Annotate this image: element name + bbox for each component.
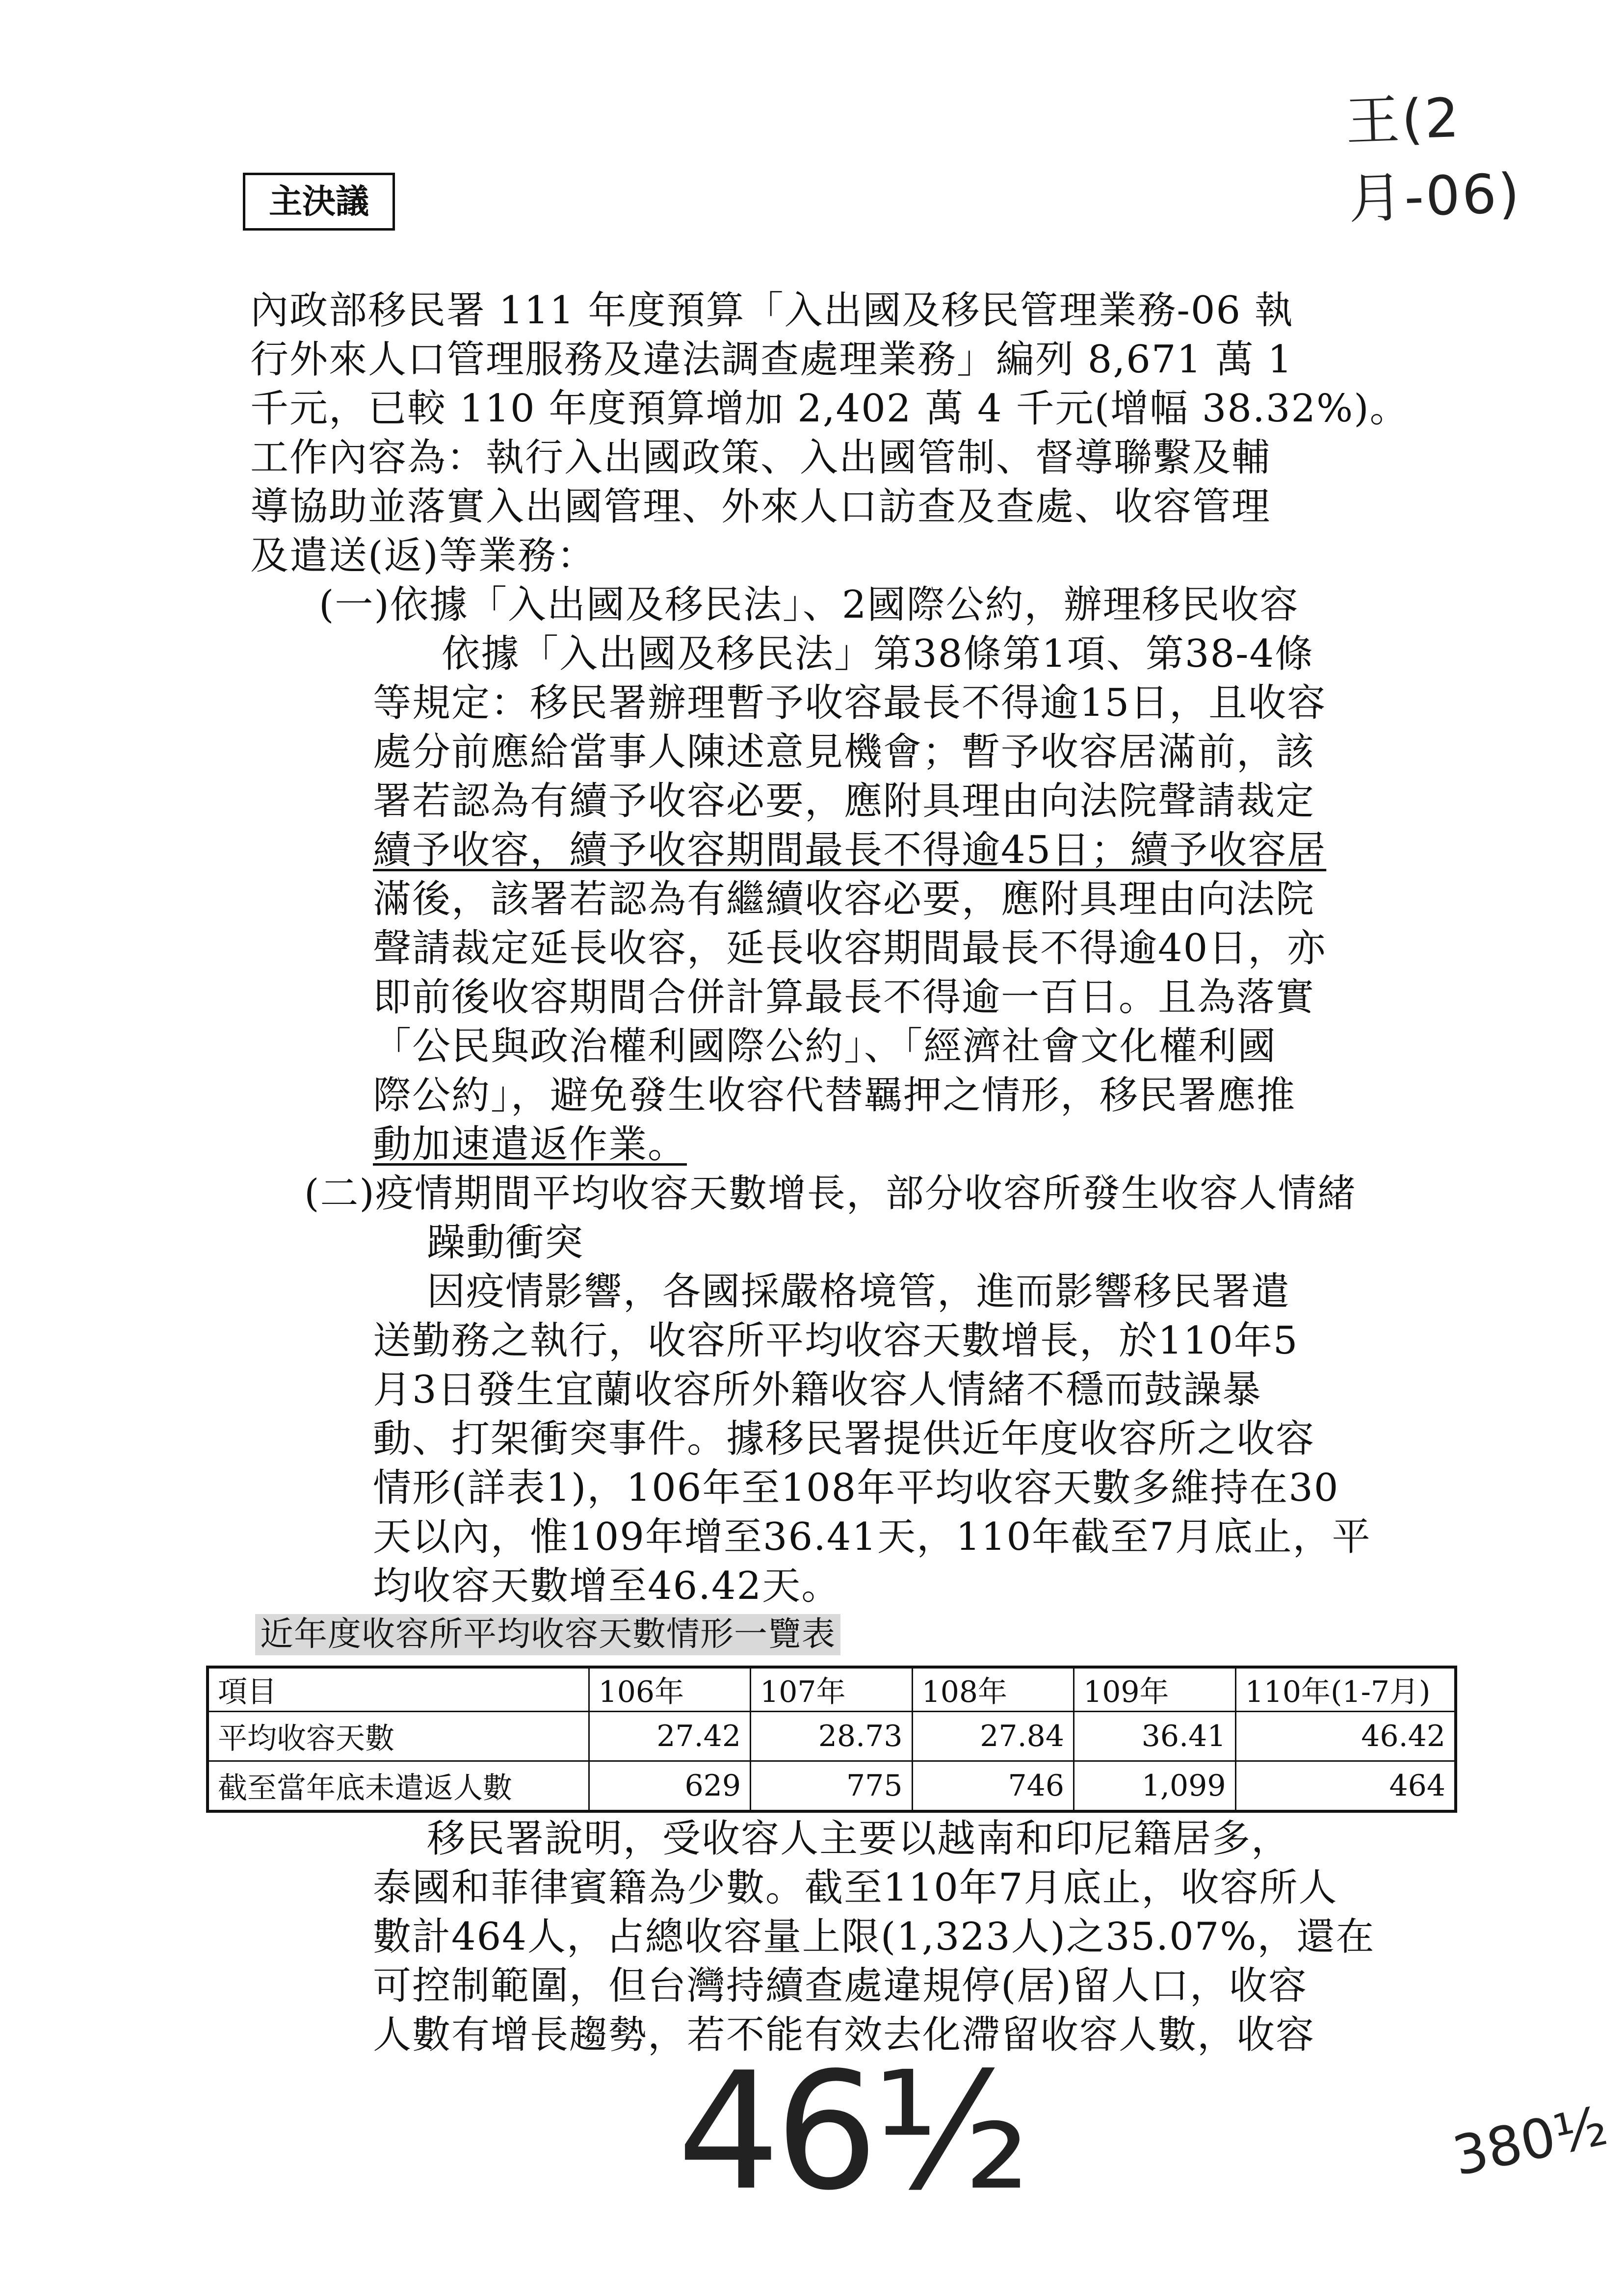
section1-line-4: 署若認為有續予收容必要，應附具理由向法院聲請裁定 <box>373 779 1315 823</box>
section1-line-8: 即前後收容期間合併計算最長不得逾一百日。且為落實 <box>373 975 1315 1019</box>
detention-stats-table <box>206 1666 1457 1813</box>
para-after-line-2: 泰國和菲律賓籍為少數。截至110年7月底止，收容所人 <box>373 1866 1338 1910</box>
para-after-line-4: 可控制範圍，但台灣持續查處違規停(居)留人口，收容 <box>373 1964 1308 2008</box>
table-cell: 46.42 <box>1235 1712 1456 1761</box>
table-header-cell: 項目 <box>208 1667 589 1712</box>
table-cell: 27.42 <box>589 1712 750 1761</box>
para1-line-1: 內政部移民署 111 年度預算「入出國及移民管理業務-06 執 <box>250 288 1294 333</box>
table-cell: 746 <box>912 1761 1074 1812</box>
table-cell: 36.41 <box>1074 1712 1235 1761</box>
para-after-line-3: 數計464人，占總收容量上限(1,323人)之35.07%，還在 <box>373 1915 1375 1959</box>
section1-line-3: 處分前應給當事人陳述意見機會；暫予收容居滿前，該 <box>373 730 1315 774</box>
table-cell: 截至當年底未遣返人數 <box>208 1761 589 1812</box>
table-cell: 629 <box>589 1761 750 1812</box>
section2-line-1: 因疫情影響，各國採嚴格境管，進而影響移民署遣 <box>427 1270 1291 1314</box>
table-cell: 28.73 <box>751 1712 912 1761</box>
section2-heading: (二)疫情期間平均收容天數增長，部分收容所發生收容人情緒 <box>304 1172 1357 1216</box>
section2-line-3: 月3日發生宜蘭收容所外籍收容人情緒不穩而鼓譟暴 <box>373 1368 1262 1412</box>
table-cell: 27.84 <box>912 1712 1074 1761</box>
section2-heading-cont: 躁動衝突 <box>427 1221 584 1265</box>
section2-line-2: 送勤務之執行，收容所平均收容天數增長，於110年5 <box>373 1319 1299 1363</box>
section1-heading: (一)依據「入出國及移民法」、2國際公約，辦理移民收容 <box>319 583 1299 627</box>
table-caption: 近年度收容所平均收容天數情形一覽表 <box>255 1614 840 1655</box>
section2-line-4: 動、打架衝突事件。據移民署提供近年度收容所之收容 <box>373 1417 1315 1461</box>
section1-line-10: 際公約」，避免發生收容代替羈押之情形，移民署應推 <box>373 1073 1296 1118</box>
para1-line-6: 及遣送(返)等業務： <box>250 534 596 578</box>
table-row <box>208 1712 1456 1761</box>
handwritten-annotation-top-right: 王(2月-06) <box>1344 86 1522 231</box>
section1-line-5: 續予收容，續予收容期間最長不得逾45日；續予收容居 <box>373 828 1327 872</box>
handwritten-annotation-corner: 380½ <box>1447 2094 1613 2188</box>
para-after-line-1: 移民署說明，受收容人主要以越南和印尼籍居多， <box>427 1817 1291 1861</box>
table-header-cell: 109年 <box>1074 1667 1235 1712</box>
section2-line-6: 天以內，惟109年增至36.41天，110年截至7月底止，平 <box>373 1515 1371 1559</box>
table-header-cell: 106年 <box>589 1667 750 1712</box>
para1-line-2: 行外來人口管理服務及違法調查處理業務」編列 8,671 萬 1 <box>250 338 1293 382</box>
table-cell: 1,099 <box>1074 1761 1235 1812</box>
table-header-cell: 108年 <box>912 1667 1074 1712</box>
para1-line-4: 工作內容為：執行入出國政策、入出國管制、督導聯繫及輔 <box>250 436 1271 480</box>
section2-line-5: 情形(詳表1)，106年至108年平均收容天數多維持在30 <box>373 1466 1339 1510</box>
table-row <box>208 1761 1456 1812</box>
table-cell: 平均收容天數 <box>208 1712 589 1761</box>
para1-line-3: 千元，已較 110 年度預算增加 2,402 萬 4 千元(增幅 38.32%)。 <box>250 387 1409 431</box>
resolution-label: 主決議 <box>243 173 395 231</box>
table-cell: 464 <box>1235 1761 1456 1812</box>
section1-line-2: 等規定：移民署辦理暫予收容最長不得逾15日，且收容 <box>373 681 1327 725</box>
section2-line-7: 均收容天數增至46.42天。 <box>373 1564 841 1608</box>
para1-line-5: 導協助並落實入出國管理、外來人口訪查及查處、收容管理 <box>250 485 1271 529</box>
section1-line-9: 「公民與政治權利國際公約」、「經濟社會文化權利國 <box>373 1024 1277 1069</box>
table-header-row <box>208 1667 1456 1712</box>
table-header-cell: 107年 <box>751 1667 912 1712</box>
section1-line-7: 聲請裁定延長收容，延長收容期間最長不得逾40日，亦 <box>373 926 1327 970</box>
section1-line-6: 滿後，該署若認為有繼續收容必要，應附具理由向法院 <box>373 877 1315 921</box>
table-cell: 775 <box>751 1761 912 1812</box>
table-header-cell: 110年(1-7月) <box>1235 1667 1456 1712</box>
section1-line-11: 動加速遣返作業。 <box>373 1122 687 1167</box>
section1-line-1: 依據「入出國及移民法」第38條第1項、第38-4條 <box>442 632 1314 676</box>
handwritten-page-number: 46½ <box>677 2037 1025 2226</box>
para-after-line-5: 人數有增長趨勢，若不能有效去化滯留收容人數，收容 <box>373 2013 1315 2057</box>
